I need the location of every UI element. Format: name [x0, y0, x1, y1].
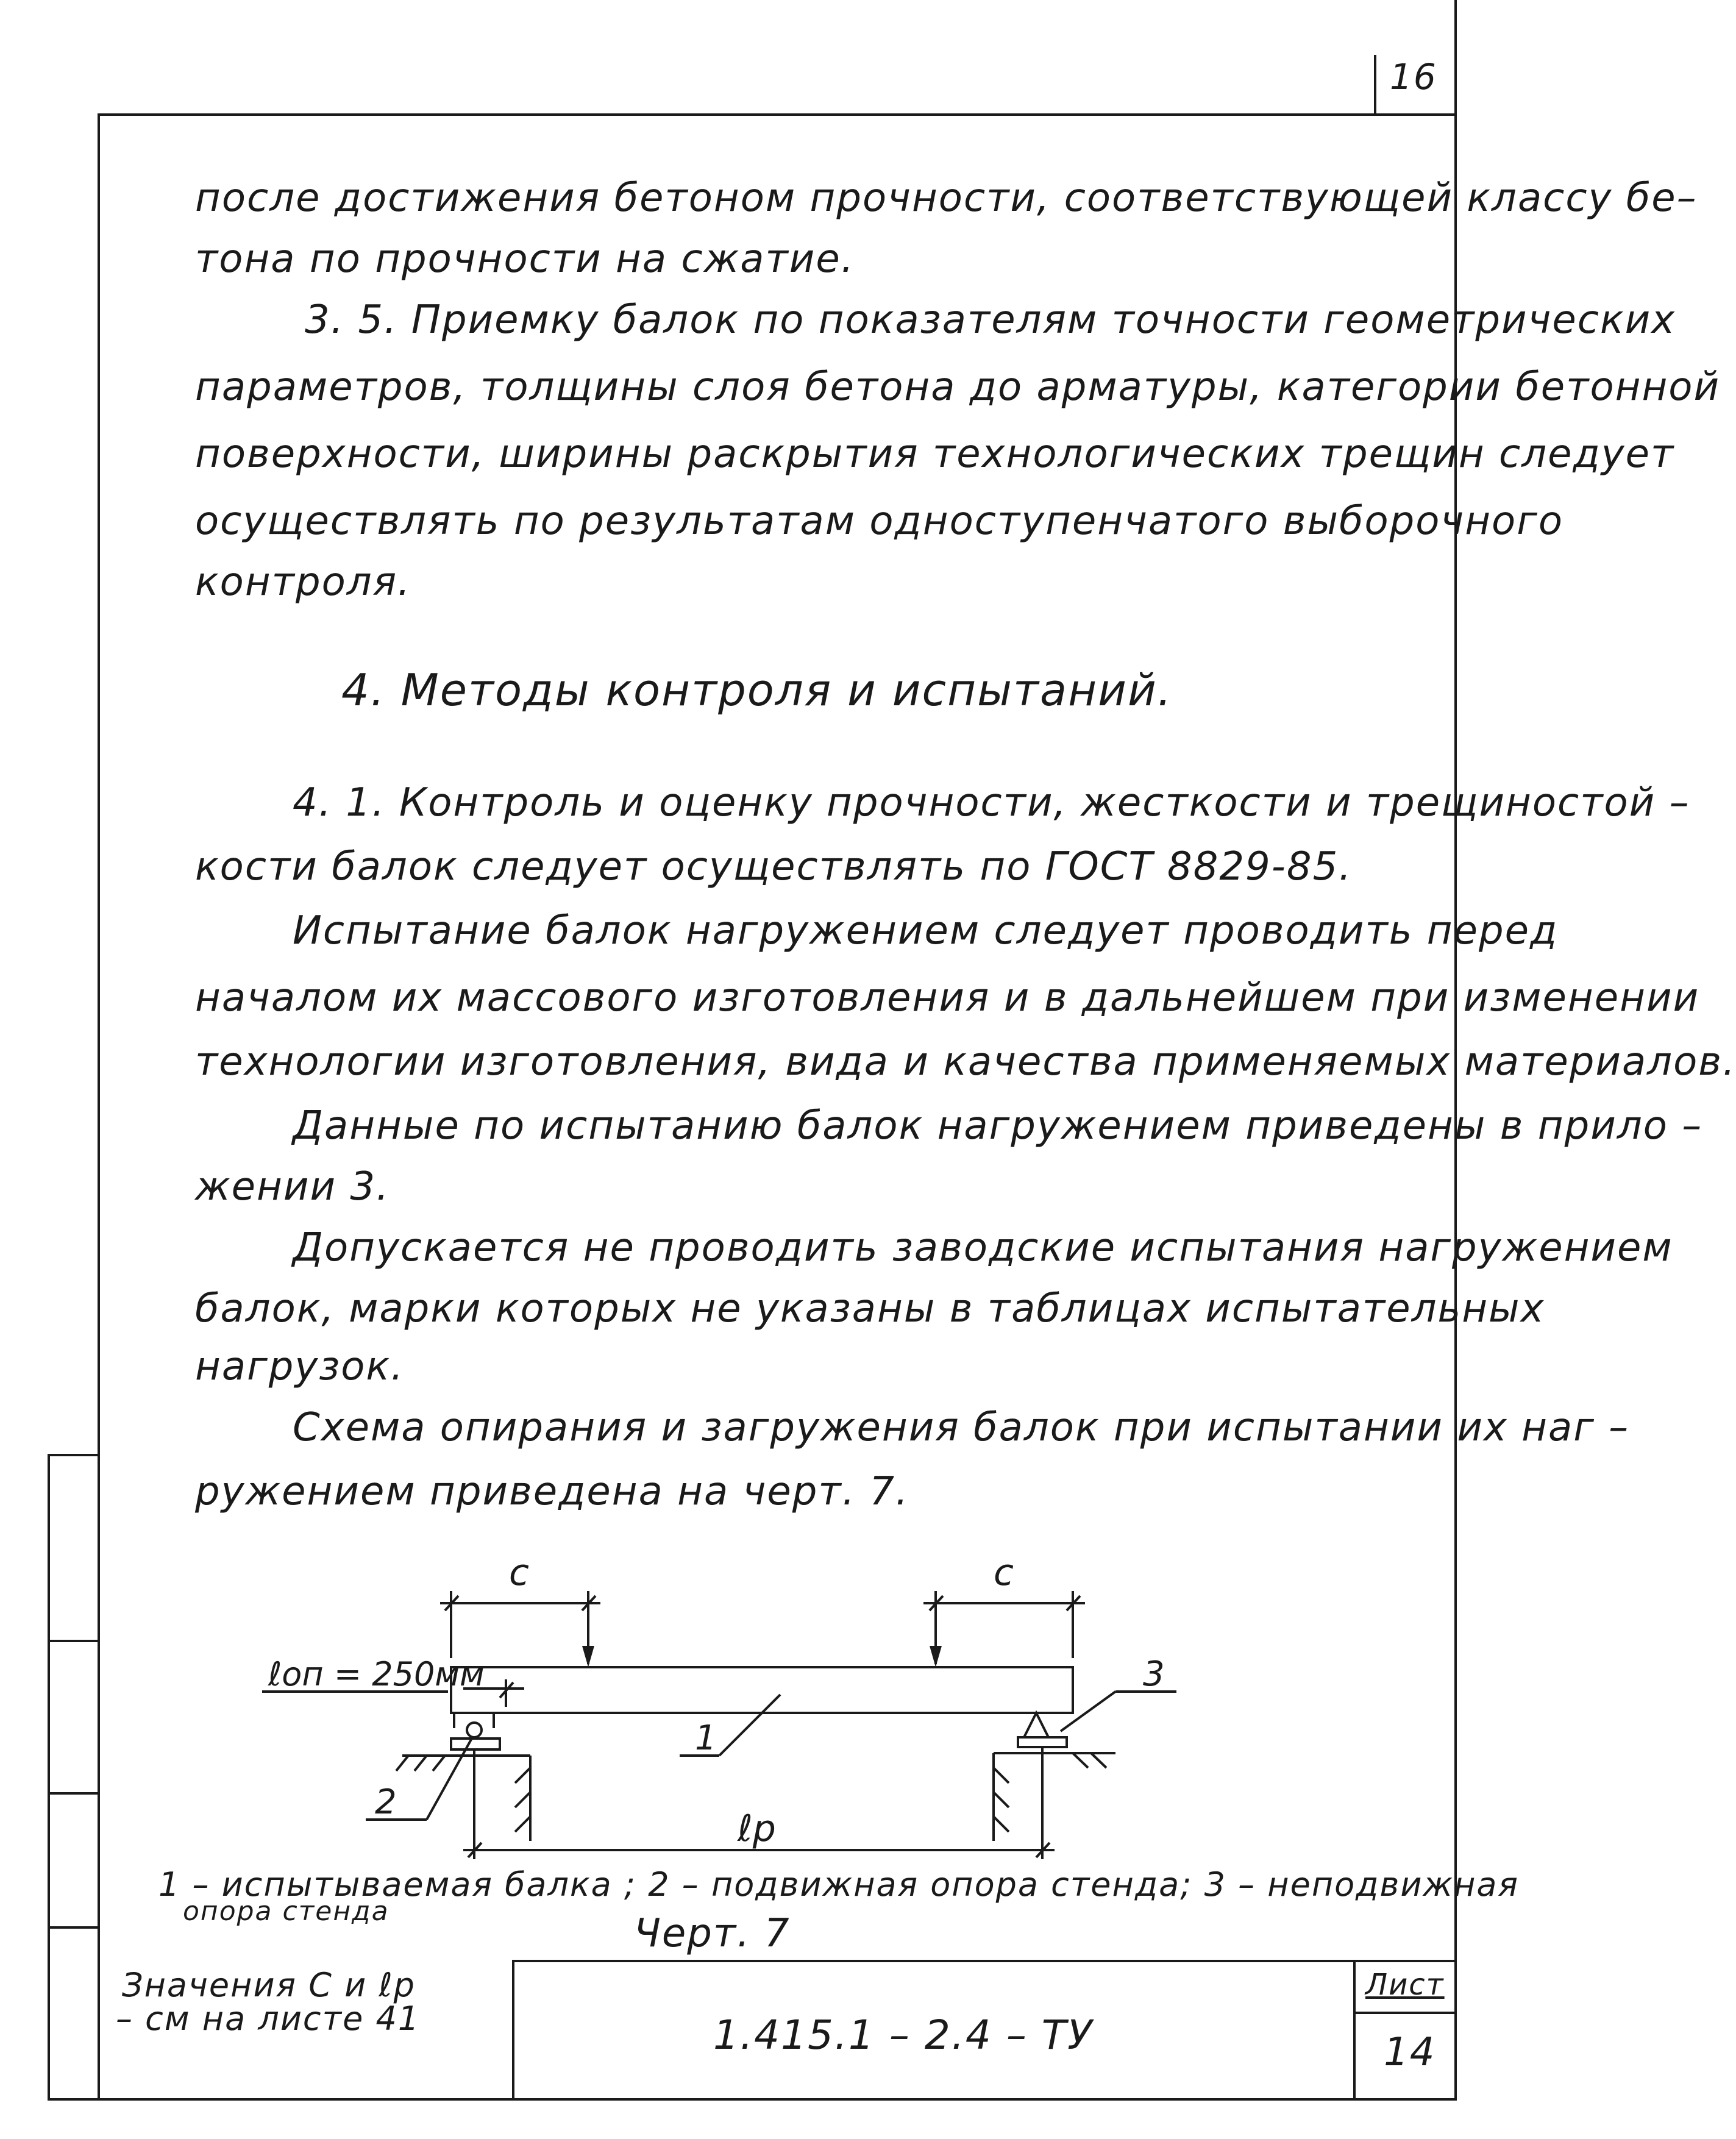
paragraph-line: поверхности, ширины раскрытия технологических трещин следует: [195, 432, 1675, 477]
paragraph-line: нагрузок.: [195, 1344, 405, 1389]
paragraph-line: параметров, толщины слоя бетона до арматуры, категории бетонной: [195, 365, 1721, 410]
dim-label-c-left: c: [509, 1551, 529, 1594]
margin-strip-tick: [48, 1640, 100, 1642]
roller: [467, 1723, 482, 1737]
title-block-left: [512, 1960, 514, 2101]
legend-line: опора стенда: [183, 1896, 390, 1927]
paragraph-line: тона по прочности на сжатие.: [195, 237, 855, 282]
paragraph-line: Испытание балок нагружением следует проводить перед: [293, 908, 1559, 953]
paragraph-line: кости балок следует осуществлять по ГОСТ 8829-85.: [195, 844, 1353, 889]
section-heading: 4. Методы контроля и испытаний.: [341, 664, 1173, 716]
label-3: 3: [1143, 1654, 1165, 1694]
paragraph-line: контроля.: [195, 560, 411, 605]
title-block-divider: [1353, 1960, 1356, 2101]
sheet-label: Лист: [1365, 1968, 1445, 2002]
paragraph-line: Данные по испытанию балок нагружением приведены в прило –: [293, 1103, 1703, 1148]
paragraph-line: жении 3.: [195, 1164, 390, 1209]
dim-label-lop: ℓоп = 250мм: [268, 1655, 485, 1693]
paragraph-line: осуществлять по результатам одноступенчатого выборочного: [195, 499, 1563, 544]
drawing-title: Черт. 7: [634, 1911, 791, 1956]
title-block-top: [512, 1960, 1457, 1962]
label-1: 1: [695, 1718, 717, 1758]
margin-strip-tick: [48, 1792, 100, 1795]
label-2: 2: [375, 1782, 397, 1822]
margin-strip-tick: [48, 1926, 100, 1929]
margin-strip-tick: [48, 1454, 100, 1456]
paragraph-line: после достижения бетоном прочности, соответствующей классу бе–: [195, 176, 1698, 221]
document-designation: 1.415.1 – 2.4 – ТУ: [713, 2012, 1094, 2059]
frame-left: [98, 113, 100, 2101]
paragraph-line: началом их массового изготовления и в дальнейшем при изменении: [195, 975, 1700, 1020]
page-number-divider: [1374, 55, 1376, 113]
paragraph-line: ружением приведена на черт. 7.: [195, 1469, 909, 1514]
note-line: Значения C и ℓр: [122, 1966, 416, 2004]
beam: [451, 1667, 1073, 1713]
title-block-sheet-divider: [1354, 2012, 1456, 2014]
paragraph-line: 4. 1. Контроль и оценку прочности, жесткости и трещиностой –: [293, 780, 1690, 825]
margin-strip-line: [48, 1454, 50, 2100]
paragraph-line: Схема опирания и загружения балок при испытании их наг –: [293, 1405, 1630, 1450]
paragraph-line: технологии изготовления, вида и качества применяемых материалов.: [195, 1039, 1736, 1084]
paragraph-line: балок, марки которых не указаны в таблицах испытательных: [195, 1286, 1545, 1331]
paragraph-line: Допускается не проводить заводские испытания нагружением: [293, 1225, 1673, 1270]
frame-bottom: [48, 2098, 1457, 2101]
paragraph-line: 3. 5. Приемку балок по показателям точности геометрических: [305, 297, 1676, 343]
frame-top: [98, 113, 1457, 116]
legend-line: 1 – испытываемая балка ; 2 – подвижная опора стенда; 3 – неподвижная: [158, 1865, 1519, 1904]
page-number: 16: [1390, 56, 1437, 98]
dim-label-lp: ℓр: [738, 1807, 776, 1850]
note-line: – см на листе 41: [116, 1999, 421, 2038]
dim-label-c-right: c: [994, 1551, 1014, 1594]
sheet-number: 14: [1384, 2030, 1436, 2075]
